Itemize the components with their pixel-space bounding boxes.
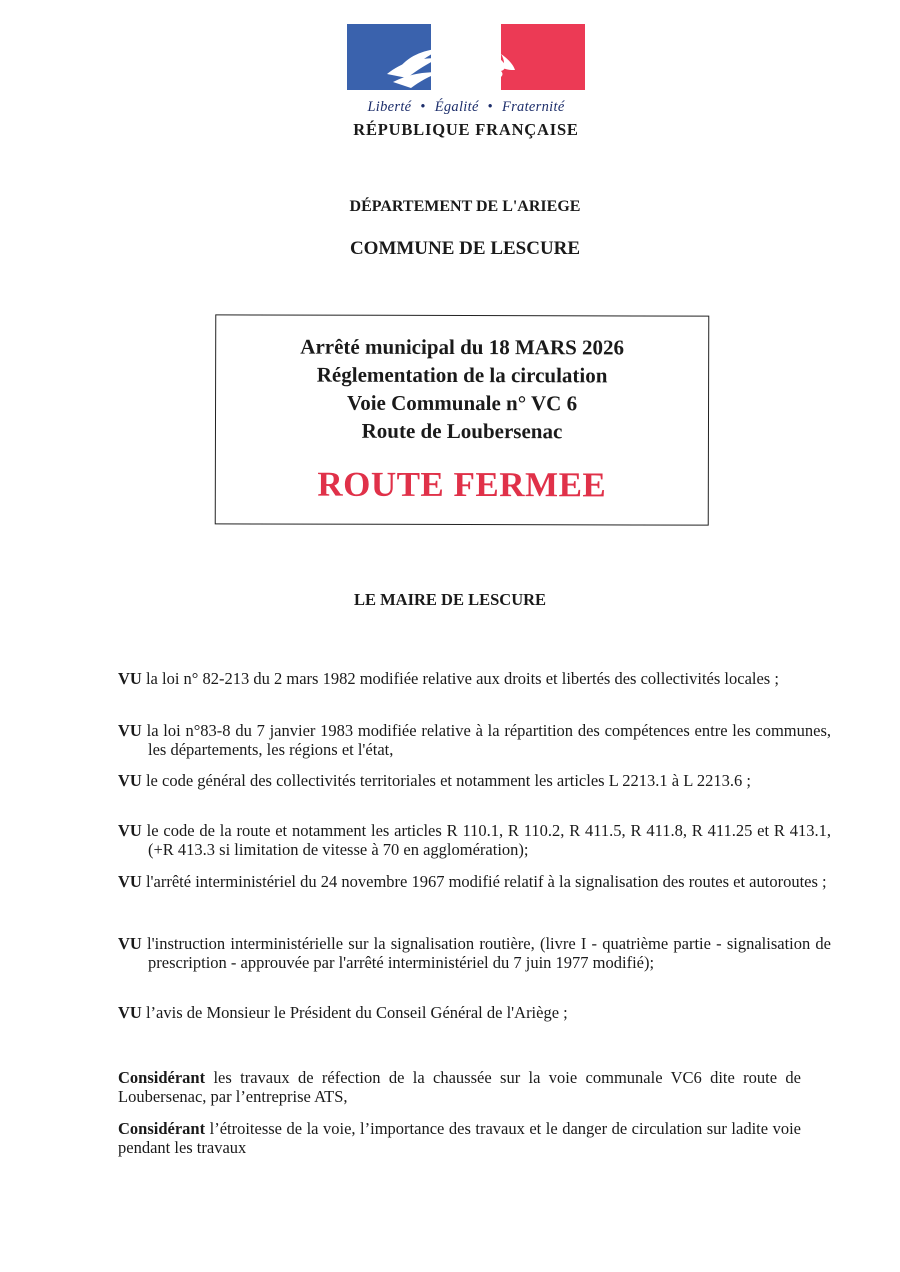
vu-prefix: VU (118, 1003, 142, 1022)
considerant-prefix: Considérant (118, 1068, 206, 1087)
vu-text: le code de la route et notamment les articles R 110.1, R 110.2, R 411.5, R 411.8, R 411.25 et R 413.1, (+R 413.3 si limitation de vitesse à 70 en agglomération); (146, 821, 831, 859)
considerant-text: les travaux de réfection de la chaussée sur la voie communale VC6 dite route de Loubersenac, par l’entreprise ATS, (118, 1068, 802, 1106)
vu-item (118, 1003, 831, 1022)
decree-date: Arrêté municipal du 18 MARS 2026 (300, 334, 625, 360)
vu-text: l'instruction interministérielle sur la signalisation routière, (livre I - quatrième partie - signalisation de prescription - approuvée par l'arrêté interministériel du 7 juin 1977 modifié); (147, 934, 831, 972)
vu-text: la loi n°83-8 du 7 janvier 1983 modifiée relative à la répartition des compétences entre les communes, les départements, les régions et l'état, (146, 721, 831, 759)
commune-heading: COMMUNE DE LESCURE (349, 238, 581, 259)
vu-item (118, 934, 831, 972)
motto-separator: • (487, 99, 494, 115)
vu-prefix: VU (118, 721, 142, 740)
vu-prefix: VU (118, 669, 142, 688)
decree-road-name: Route de Loubersenac (361, 418, 563, 444)
decree-title-box (215, 314, 710, 525)
vu-text: l'arrêté interministériel du 24 novembre 1967 modifié relatif à la signalisation des routes et autoroutes ; (145, 872, 827, 891)
vu-item (118, 721, 831, 759)
mayor-heading: LE MAIRE DE LESCURE (353, 590, 547, 609)
vu-item (118, 821, 831, 859)
vu-text: le code général des collectivités territoriales et notamment les articles L 2213.1 à L 2213.6 ; (145, 771, 751, 790)
vu-item (118, 872, 831, 891)
decree-road-id: Voie Communale n° VC 6 (346, 390, 578, 416)
considerant-item (118, 1068, 801, 1106)
vu-text: la loi n° 82-213 du 2 mars 1982 modifiée relative aux droits et libertés des collectivités locales ; (145, 669, 779, 688)
vu-text: l’avis de Monsieur le Président du Conseil Général de l'Ariège ; (145, 1003, 568, 1022)
route-closed-label: ROUTE FERMEE (317, 464, 607, 505)
motto (344, 99, 588, 116)
republique-francaise-logo (344, 24, 588, 140)
motto-liberte: Liberté (367, 99, 412, 115)
motto-fraternite: Fraternité (501, 99, 565, 115)
department-heading: DÉPARTEMENT DE L'ARIEGE (349, 198, 581, 215)
vu-prefix: VU (118, 872, 142, 891)
vu-prefix: VU (118, 934, 142, 953)
decree-subject: Réglementation de la circulation (316, 362, 608, 388)
vu-item (118, 771, 831, 790)
considerant-text: l’étroitesse de la voie, l’importance des travaux et le danger de circulation sur ladite voie pendant les travaux (118, 1119, 801, 1157)
considerant-item (118, 1119, 801, 1157)
considerant-prefix: Considérant (118, 1119, 206, 1138)
vu-prefix: VU (118, 821, 142, 840)
marianne-flag-icon (347, 24, 585, 90)
vu-item (118, 669, 831, 688)
vu-prefix: VU (118, 771, 142, 790)
motto-separator: • (420, 99, 426, 115)
republic-name: RÉPUBLIQUE FRANÇAISE (353, 120, 579, 139)
motto-egalite: Égalité (434, 99, 479, 115)
